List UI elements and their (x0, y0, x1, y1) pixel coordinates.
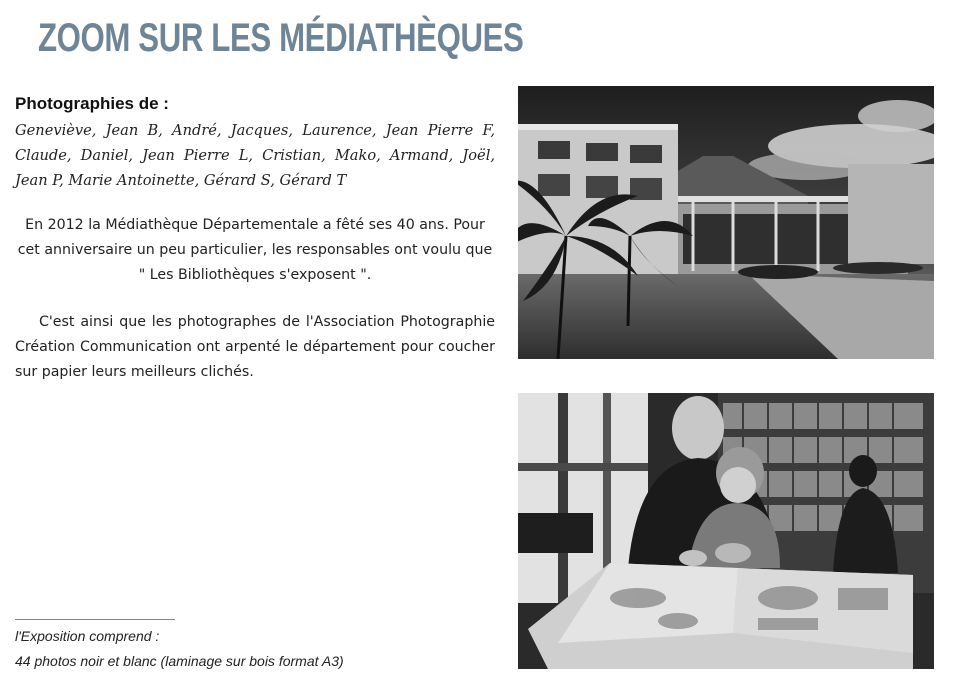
exposition-detail: 44 photos noir et blanc (laminage sur bois format A3) (15, 653, 344, 669)
photographers-heading: Photographies de : (15, 94, 169, 113)
photographers-list: Geneviève, Jean B, André, Jacques, Laurence, Jean Pierre F, Claude, Daniel, Jean Pierre L, Cristian, Mako, Armand, Joël, Jean P, Marie Antoinette, Gérard S, Gérard T (15, 122, 495, 189)
association-paragraph: C'est ainsi que les photographes de l'Association Photographie Création Communication ont arpenté le département pour coucher sur papier leurs meilleurs clichés. (15, 314, 495, 380)
reading-photo (518, 393, 934, 669)
page-title: ZOOM SUR LES MÉDIATHÈQUES (38, 16, 524, 60)
exposition-label: l'Exposition comprend : (15, 628, 160, 644)
divider (15, 619, 175, 620)
intro-paragraph: En 2012 la Médiathèque Départementale a fêté ses 40 ans. Pour cet anniversaire un peu particulier, les responsables ont voulu que " Les Bibliothèques s'exposent ". (17, 217, 493, 283)
building-photo (518, 86, 934, 359)
